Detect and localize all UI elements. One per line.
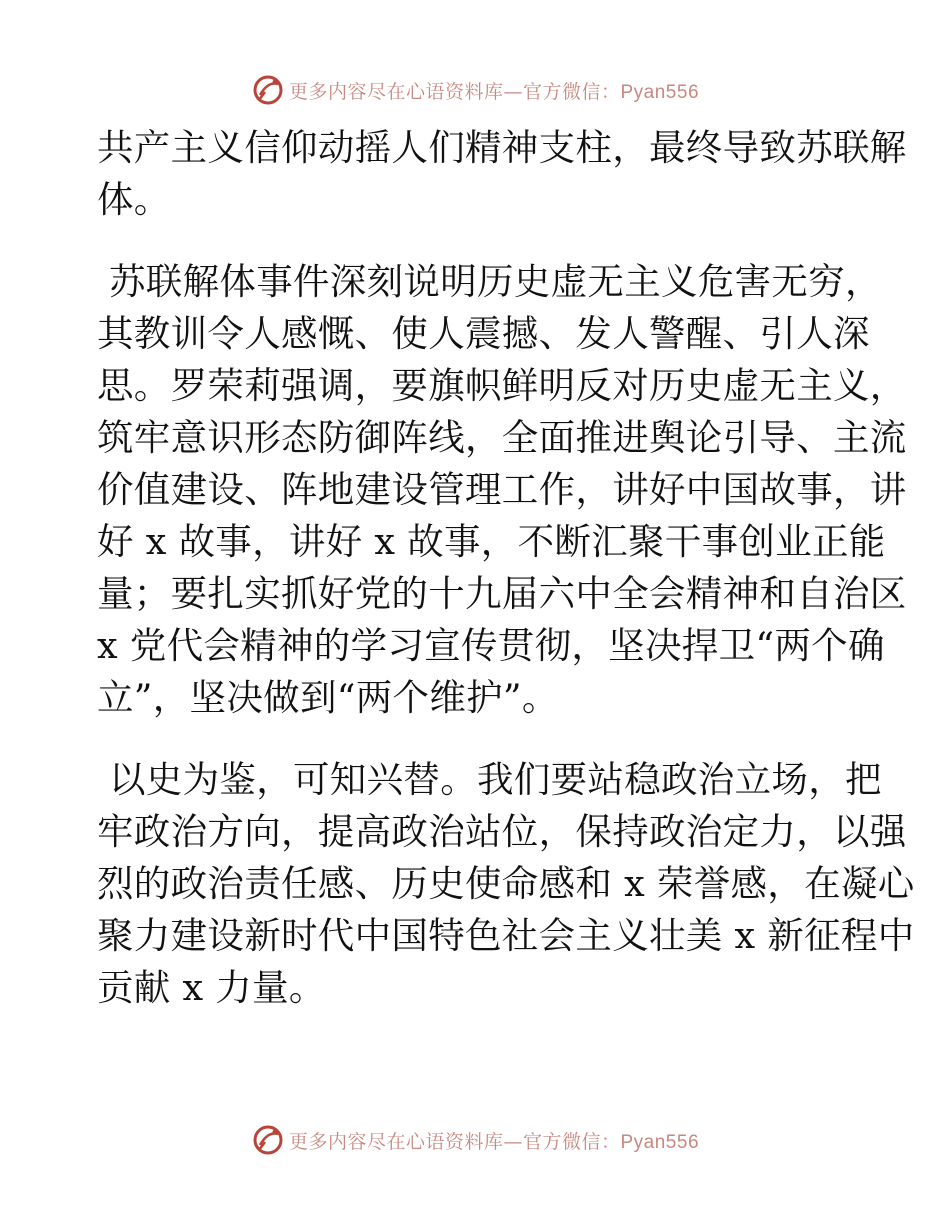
text-line: 量；要扎实抓好党的十九届六中全会精神和自治区 [97,572,907,615]
header-contact-text: 官方微信： [522,80,621,103]
text-line: 聚力建设新时代中国特色社会主义壮美 x 新征程中 [97,914,915,957]
header-brand-text: 更多内容尽在心语资料库 [288,80,504,103]
text-line: 以史为鉴，可知兴替。我们要站稳政治立场，把 [109,758,882,801]
header-separator: — [503,80,523,103]
header-banner [0,70,950,110]
text-line: 其教训令人感慨、使人震撼、发人警醒、引人深 [97,312,870,355]
header-wechat-id: Pyan556 [620,81,700,103]
text-line: 共产主义信仰动摇人们精神支柱，最终导致苏联解 [97,126,907,169]
footer-banner-text [289,1127,699,1154]
paragraph [97,256,907,724]
footer-brand-text: 更多内容尽在心语资料库 [288,1130,504,1153]
text-line: 筑牢意识形态防御阵线，全面推进舆论引导、主流 [97,416,907,459]
paragraph [97,122,907,226]
paragraph [97,754,915,1014]
text-line: 好 x 故事，讲好 x 故事，不断汇聚干事创业正能 [97,520,886,563]
document-body [97,122,915,1014]
text-line: 体。 [97,178,171,221]
text-line: 烈的政治责任感、历史使命感和 x 荣誉感，在凝心 [97,862,915,905]
footer-banner [0,1120,950,1160]
text-line: 立”，坚决做到“两个维护”。 [97,676,559,719]
brand-logo-icon [251,73,285,107]
footer-contact-text: 官方微信： [522,1130,621,1153]
text-line: 牢政治方向，提高政治站位，保持政治定力，以强 [97,810,907,853]
text-line: 思。罗荣莉强调，要旗帜鲜明反对历史虚无主义， [97,364,907,407]
text-line: 贡献 x 力量。 [97,966,326,1009]
text-line: 苏联解体事件深刻说明历史虚无主义危害无穷， [109,260,882,303]
text-line: x 党代会精神的学习宣传贯彻，坚决捍卫“两个确 [97,624,885,667]
header-banner-text [289,77,699,104]
brand-logo-icon [251,1123,285,1157]
footer-separator: — [503,1130,523,1153]
text-line: 价值建设、阵地建设管理工作，讲好中国故事，讲 [97,468,907,511]
footer-wechat-id: Pyan556 [620,1131,700,1153]
